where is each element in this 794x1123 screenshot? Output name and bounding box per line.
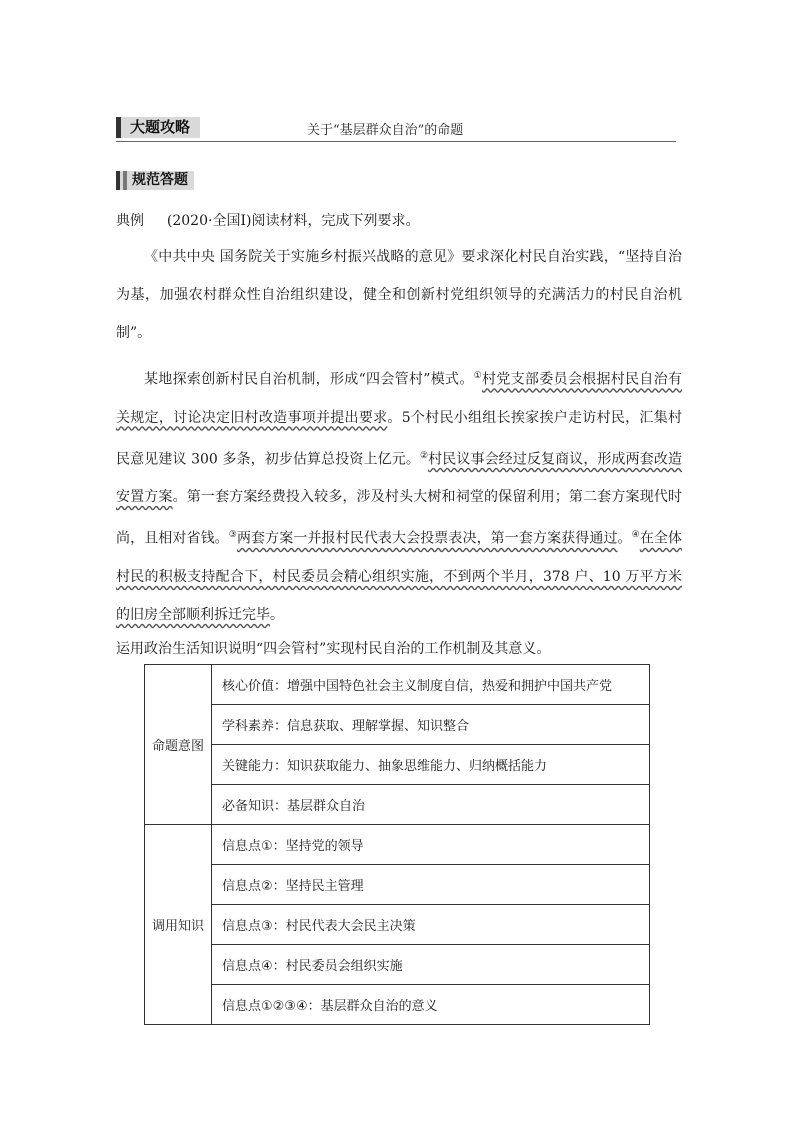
para2-sentence-3: 。第一套方案经费投入较多，涉及村头大树和祠堂的保留利用；第二套方案现代时尚，且相对省钱。 [116,489,683,547]
table-cell: 信息点②：坚持民主管理 [212,865,650,905]
table-cell: 信息点③：村民代表大会民主决策 [212,905,650,945]
material-paragraph-2 [116,357,682,634]
table-cell: 关键能力：知识获取能力、抽象思维能力、归纳概括能力 [212,745,650,785]
table-row [145,905,650,945]
header-bar [116,117,676,142]
table-row [145,745,650,785]
para2-sentence-5: 。 [270,606,284,623]
table-row [145,945,650,985]
section-title: 规范答题 [116,171,194,190]
header-title: 关于“基层群众自治”的命题 [307,123,464,138]
highlight-1: 村党支部委员会根据村民自治有关规定，讨论决定旧村改造事项并提出要求 [116,371,682,426]
marker-3: ③ [228,530,237,541]
para2-sentence-4: 。 [617,530,632,547]
marker-2: ② [419,450,429,461]
table-row [145,665,650,705]
table-row [145,705,650,745]
table-cell: 信息点①②③④：基层群众自治的意义 [212,985,650,1025]
table-row [145,985,650,1025]
example-line [116,210,419,230]
example-source: (2020·全国Ⅰ)阅读材料，完成下列要求。 [166,213,420,229]
marker-4: ④ [631,530,640,541]
table-cell: 信息点①：坚持党的领导 [212,825,650,865]
group-label-intent: 命题意图 [145,665,212,825]
table-cell: 学科素养：信息获取、理解掌握、知识整合 [212,705,650,745]
analysis-table [144,664,650,1025]
group-label-knowledge: 调用知识 [145,825,212,1025]
table-cell: 信息点④：村民委员会组织实施 [212,945,650,985]
example-label: 典例 [116,213,144,229]
table-cell: 必备知识：基层群众自治 [212,785,650,825]
para2-sentence-2: 。5个村民小组组长挨家挨户走访村民，汇集村民意见建议 300 多条，初步估算总投资上亿元。 [116,409,683,468]
header-badge: 大题攻略 [116,117,200,138]
material-paragraph-1: 《中共中央 国务院关于实施乡村振兴战略的意见》要求深化村民自治实践，“坚持自治为基，加强农村群众性自治组织建设，健全和创新村党组织领导的充满活力的村民自治机制”。 [116,249,682,341]
marker-1: ① [473,371,483,381]
highlight-3: 两套方案一并报村民代表大会投票表决，第一套方案获得通过 [236,530,618,547]
para2-sentence-1: 某地探索创新村民自治机制，形成“四会管村”模式。 [144,371,474,388]
table-row [145,825,650,865]
table-cell: 核心价值：增强中国特色社会主义制度自信，热爱和拥护中国共产党 [212,665,650,705]
highlight-4: 在全体村民的积极支持配合下，村民委员会精心组织实施，不到两个半月，378 户、10 万平方米的旧房全部顺利拆迁完毕 [116,530,683,623]
table-row [145,785,650,825]
question-text: 运用政治生活知识说明“四会管村”实现村民自治的工作机制及其意义。 [116,641,551,657]
highlight-2: 村民议事会经过反复商议，形成两套改造安置方案 [116,451,682,506]
table-row [145,865,650,905]
